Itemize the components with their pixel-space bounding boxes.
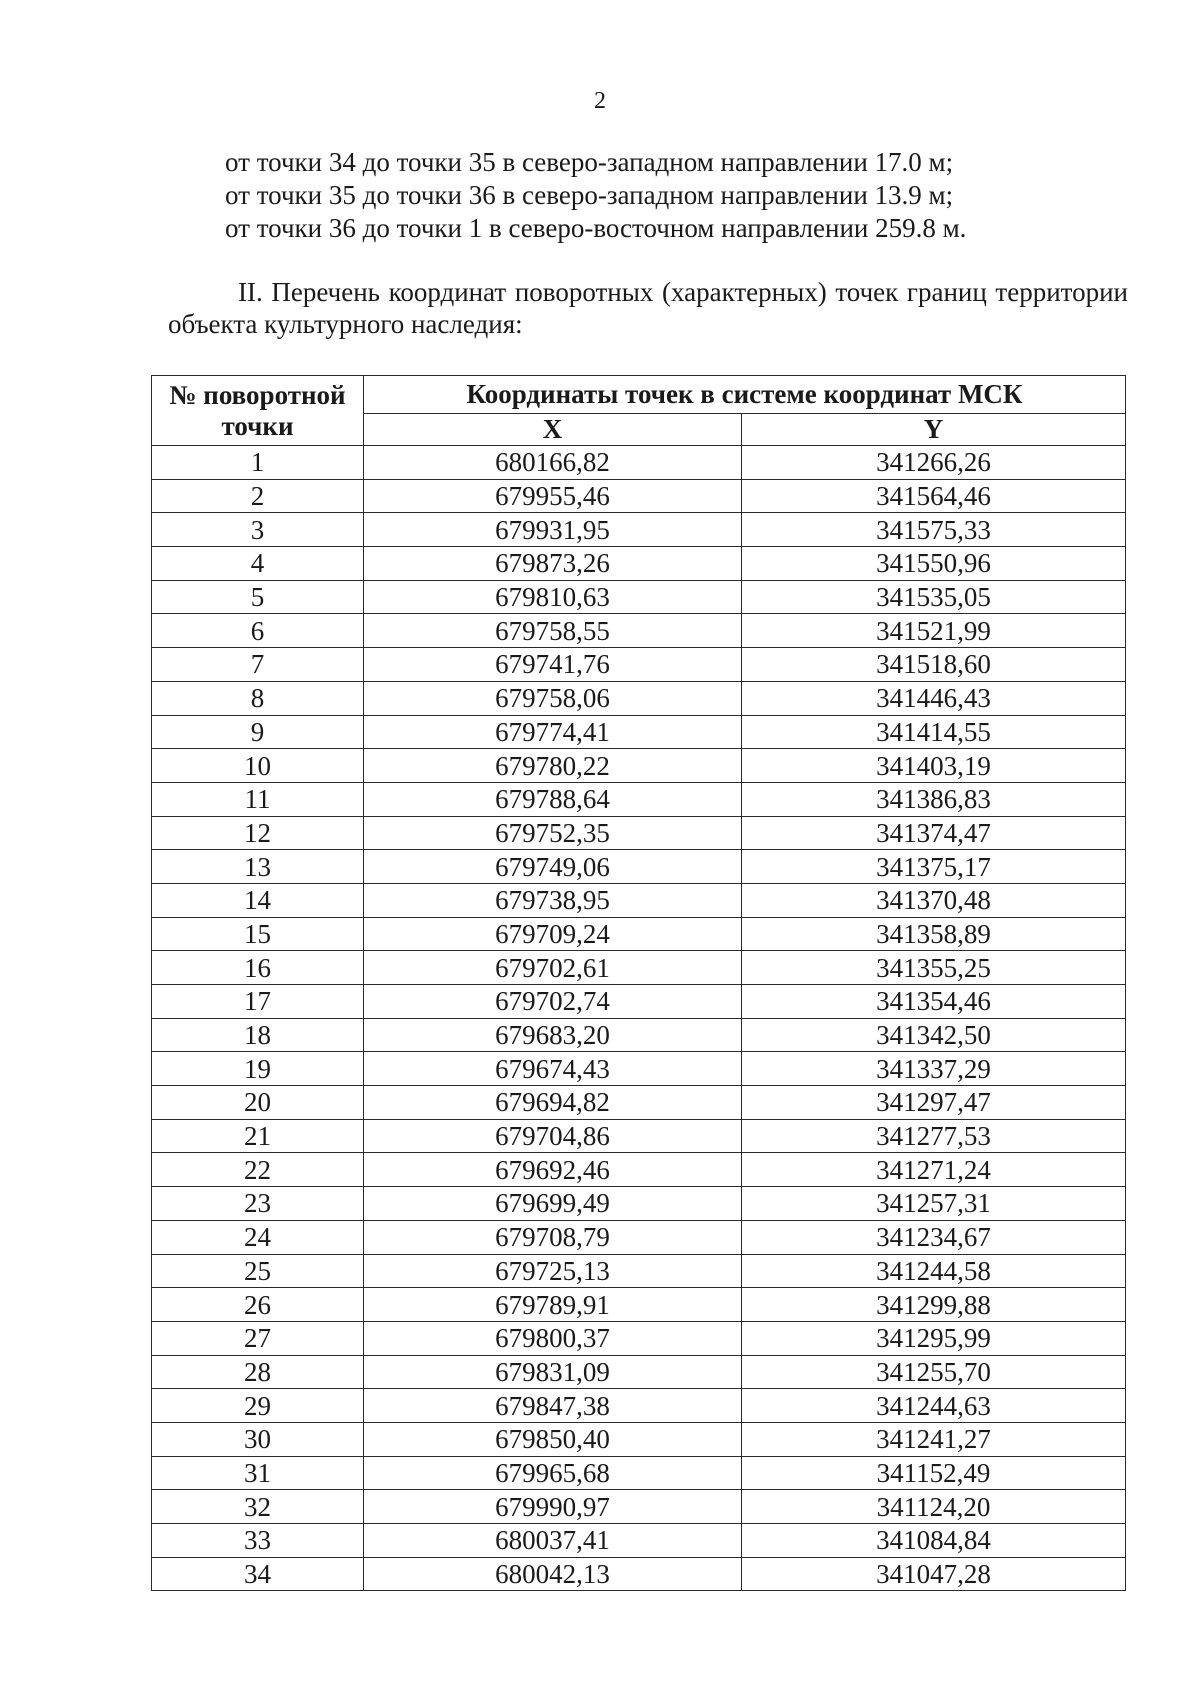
cell-point-number: 31 (152, 1456, 364, 1490)
cell-point-number: 30 (152, 1422, 364, 1456)
cell-point-number: 6 (152, 614, 364, 648)
cell-y: 341354,46 (742, 985, 1126, 1019)
header-x: X (364, 414, 742, 446)
table-row (152, 1355, 1126, 1389)
table-row (152, 883, 1126, 917)
boundary-line: от точки 34 до точки 35 в северо-западном направлении 17.0 м; (225, 147, 954, 177)
header-point-number: № поворотной точки (152, 376, 364, 446)
cell-x: 679674,43 (364, 1052, 742, 1086)
cell-point-number: 20 (152, 1086, 364, 1120)
table-row (152, 547, 1126, 581)
cell-point-number: 5 (152, 580, 364, 614)
cell-point-number: 33 (152, 1524, 364, 1558)
cell-x: 679800,37 (364, 1321, 742, 1355)
table-row (152, 1254, 1126, 1288)
table-row (152, 1086, 1126, 1120)
cell-x: 679708,79 (364, 1220, 742, 1254)
cell-y: 341244,58 (742, 1254, 1126, 1288)
cell-y: 341299,88 (742, 1288, 1126, 1322)
table-row (152, 681, 1126, 715)
cell-point-number: 19 (152, 1052, 364, 1086)
cell-x: 679847,38 (364, 1389, 742, 1423)
cell-point-number: 25 (152, 1254, 364, 1288)
cell-x: 680166,82 (364, 446, 742, 480)
header-coordinates: Координаты точек в системе координат МСК (364, 376, 1126, 414)
cell-y: 341277,53 (742, 1119, 1126, 1153)
cell-y: 341386,83 (742, 782, 1126, 816)
cell-y: 341370,48 (742, 883, 1126, 917)
cell-point-number: 18 (152, 1018, 364, 1052)
cell-x: 679741,76 (364, 648, 742, 682)
cell-point-number: 23 (152, 1187, 364, 1221)
cell-x: 679990,97 (364, 1490, 742, 1524)
table-row (152, 1456, 1126, 1490)
cell-y: 341271,24 (742, 1153, 1126, 1187)
cell-y: 341535,05 (742, 580, 1126, 614)
cell-point-number: 12 (152, 816, 364, 850)
cell-point-number: 10 (152, 749, 364, 783)
cell-x: 679702,74 (364, 985, 742, 1019)
table-body (152, 446, 1126, 1591)
cell-x: 679749,06 (364, 850, 742, 884)
cell-x: 679692,46 (364, 1153, 742, 1187)
cell-x: 679752,35 (364, 816, 742, 850)
cell-point-number: 28 (152, 1355, 364, 1389)
cell-y: 341564,46 (742, 479, 1126, 513)
table-row (152, 446, 1126, 480)
cell-y: 341575,33 (742, 513, 1126, 547)
table-row (152, 1389, 1126, 1423)
cell-x: 679965,68 (364, 1456, 742, 1490)
cell-x: 679789,91 (364, 1288, 742, 1322)
cell-y: 341403,19 (742, 749, 1126, 783)
cell-x: 679788,64 (364, 782, 742, 816)
cell-x: 679955,46 (364, 479, 742, 513)
cell-y: 341244,63 (742, 1389, 1126, 1423)
cell-point-number: 9 (152, 715, 364, 749)
cell-y: 341358,89 (742, 917, 1126, 951)
cell-x: 679758,06 (364, 681, 742, 715)
table-row (152, 715, 1126, 749)
cell-x: 679683,20 (364, 1018, 742, 1052)
cell-x: 679850,40 (364, 1422, 742, 1456)
cell-point-number: 24 (152, 1220, 364, 1254)
cell-y: 341241,27 (742, 1422, 1126, 1456)
page-number: 2 (594, 88, 606, 114)
table-row (152, 479, 1126, 513)
table-row (152, 513, 1126, 547)
cell-x: 679738,95 (364, 883, 742, 917)
table-row (152, 951, 1126, 985)
header-y: Y (742, 414, 1126, 446)
table-row (152, 580, 1126, 614)
cell-y: 341355,25 (742, 951, 1126, 985)
cell-y: 341375,17 (742, 850, 1126, 884)
boundary-line: от точки 36 до точки 1 в северо-восточном направлении 259.8 м. (225, 213, 967, 243)
table-row (152, 816, 1126, 850)
table-row (152, 985, 1126, 1019)
cell-y: 341550,96 (742, 547, 1126, 581)
cell-y: 341234,67 (742, 1220, 1126, 1254)
cell-point-number: 34 (152, 1557, 364, 1591)
cell-point-number: 17 (152, 985, 364, 1019)
cell-point-number: 29 (152, 1389, 364, 1423)
cell-x: 679702,61 (364, 951, 742, 985)
cell-point-number: 15 (152, 917, 364, 951)
cell-point-number: 14 (152, 883, 364, 917)
cell-point-number: 13 (152, 850, 364, 884)
cell-y: 341084,84 (742, 1524, 1126, 1558)
cell-point-number: 21 (152, 1119, 364, 1153)
boundary-description (225, 146, 966, 245)
cell-x: 679725,13 (364, 1254, 742, 1288)
cell-y: 341414,55 (742, 715, 1126, 749)
table-row (152, 1018, 1126, 1052)
cell-point-number: 8 (152, 681, 364, 715)
section-heading: II. Перечень координат поворотных (характерных) точек границ территории объекта культурного наследия: (168, 277, 1128, 339)
cell-y: 341124,20 (742, 1490, 1126, 1524)
table-row (152, 1321, 1126, 1355)
cell-point-number: 7 (152, 648, 364, 682)
cell-point-number: 22 (152, 1153, 364, 1187)
table-row (152, 1422, 1126, 1456)
cell-y: 341374,47 (742, 816, 1126, 850)
cell-point-number: 3 (152, 513, 364, 547)
table-row (152, 1052, 1126, 1086)
cell-x: 679774,41 (364, 715, 742, 749)
boundary-line: от точки 35 до точки 36 в северо-западном направлении 13.9 м; (225, 180, 954, 210)
cell-x: 680037,41 (364, 1524, 742, 1558)
table-row (152, 782, 1126, 816)
cell-x: 679780,22 (364, 749, 742, 783)
table-row (152, 749, 1126, 783)
table-row (152, 850, 1126, 884)
table-row (152, 917, 1126, 951)
cell-x: 679810,63 (364, 580, 742, 614)
cell-x: 679831,09 (364, 1355, 742, 1389)
table-row (152, 648, 1126, 682)
cell-x: 679873,26 (364, 547, 742, 581)
table-row (152, 1288, 1126, 1322)
cell-x: 679694,82 (364, 1086, 742, 1120)
cell-y: 341521,99 (742, 614, 1126, 648)
cell-x: 679931,95 (364, 513, 742, 547)
cell-y: 341446,43 (742, 681, 1126, 715)
cell-point-number: 11 (152, 782, 364, 816)
cell-x: 680042,13 (364, 1557, 742, 1591)
table-row (152, 1490, 1126, 1524)
table-row (152, 1220, 1126, 1254)
coordinates-table (151, 375, 1126, 1591)
cell-point-number: 4 (152, 547, 364, 581)
table-row (152, 1557, 1126, 1591)
table-row (152, 1187, 1126, 1221)
cell-y: 341297,47 (742, 1086, 1126, 1120)
cell-y: 341152,49 (742, 1456, 1126, 1490)
cell-point-number: 26 (152, 1288, 364, 1322)
cell-x: 679758,55 (364, 614, 742, 648)
cell-x: 679704,86 (364, 1119, 742, 1153)
table-row (152, 1524, 1126, 1558)
cell-point-number: 16 (152, 951, 364, 985)
cell-y: 341342,50 (742, 1018, 1126, 1052)
table-row (152, 1153, 1126, 1187)
cell-y: 341295,99 (742, 1321, 1126, 1355)
cell-point-number: 32 (152, 1490, 364, 1524)
cell-x: 679709,24 (364, 917, 742, 951)
cell-y: 341257,31 (742, 1187, 1126, 1221)
cell-point-number: 1 (152, 446, 364, 480)
cell-y: 341255,70 (742, 1355, 1126, 1389)
cell-point-number: 27 (152, 1321, 364, 1355)
cell-y: 341518,60 (742, 648, 1126, 682)
table-row (152, 614, 1126, 648)
cell-y: 341337,29 (742, 1052, 1126, 1086)
table-row (152, 1119, 1126, 1153)
cell-y: 341266,26 (742, 446, 1126, 480)
cell-x: 679699,49 (364, 1187, 742, 1221)
cell-point-number: 2 (152, 479, 364, 513)
cell-y: 341047,28 (742, 1557, 1126, 1591)
